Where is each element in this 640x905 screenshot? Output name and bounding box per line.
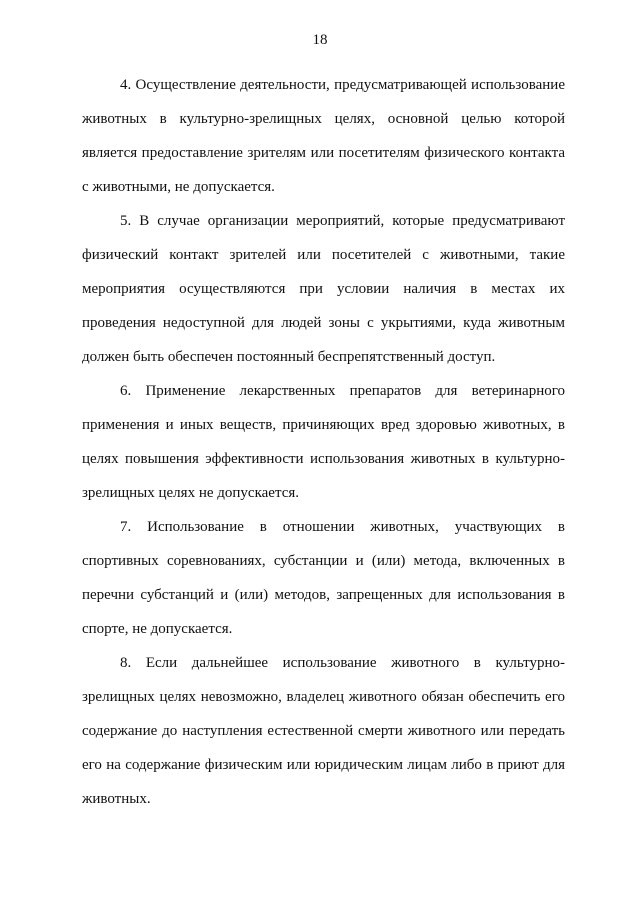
paragraph-5	[82, 204, 565, 374]
paragraph-line: должен быть обеспечен постоянный беспрепятственный доступ.	[82, 349, 496, 365]
paragraph-line: 7. Использование в отношении животных, участвующих в	[120, 519, 565, 535]
page-number: 18	[312, 32, 328, 48]
paragraph-line: применения и иных веществ, причиняющих вред здоровью животных, в	[82, 417, 565, 433]
paragraph-line: мероприятия осуществляются при условии наличия в местах их	[82, 281, 565, 297]
paragraph-6	[82, 374, 565, 510]
paragraph-line: животных в культурно-зрелищных целях, основной целью которой	[82, 111, 565, 127]
paragraph-line: является предоставление зрителям или посетителям физического контакта	[82, 145, 565, 161]
paragraph-line: зрелищных целях невозможно, владелец животного обязан обеспечить его	[82, 689, 565, 705]
paragraph-line: животных.	[82, 791, 151, 807]
paragraph-line: физический контакт зрителей или посетителей с животными, такие	[82, 247, 565, 263]
paragraph-8	[82, 646, 565, 816]
paragraph-line: проведения недоступной для людей зоны с укрытиями, куда животным	[82, 315, 565, 331]
paragraph-line: зрелищных целях не допускается.	[82, 485, 299, 501]
paragraph-line: перечни субстанций и (или) методов, запрещенных для использования в	[82, 587, 565, 603]
paragraph-line: целях повышения эффективности использования животных в культурно-	[82, 451, 565, 467]
document-body	[82, 68, 565, 816]
paragraph-line: содержание до наступления естественной смерти животного или передать	[82, 723, 565, 739]
paragraph-line: спорте, не допускается.	[82, 621, 233, 637]
paragraph-line: его на содержание физическим или юридическим лицам либо в приют для	[82, 757, 565, 773]
paragraph-line: 6. Применение лекарственных препаратов для ветеринарного	[120, 383, 565, 399]
paragraph-line: 5. В случае организации мероприятий, которые предусматривают	[120, 213, 565, 229]
paragraph-line: 8. Если дальнейшее использование животного в культурно-	[120, 655, 565, 671]
paragraph-4	[82, 68, 565, 204]
paragraph-line: с животными, не допускается.	[82, 179, 275, 195]
paragraph-line: спортивных соревнованиях, субстанции и (или) метода, включенных в	[82, 553, 565, 569]
paragraph-7	[82, 510, 565, 646]
paragraph-line: 4. Осуществление деятельности, предусматривающей использование	[120, 77, 565, 93]
